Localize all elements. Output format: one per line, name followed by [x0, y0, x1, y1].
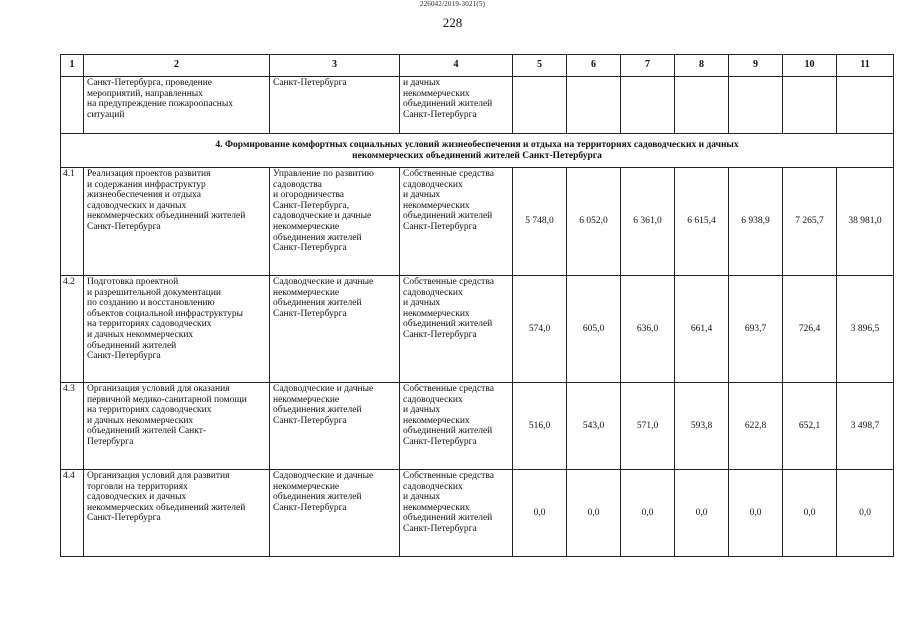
column-header: 7 [621, 55, 675, 77]
funding-source-cell: Собственные средства садоводческих и дачных некоммерческих объединений жителей Санкт-Петербурга [400, 276, 513, 383]
column-header: 3 [270, 55, 400, 77]
total-cell: 38 981,0 [837, 168, 894, 276]
value-cell [621, 77, 675, 134]
value-cell [837, 77, 894, 134]
value-cell: 6 052,0 [567, 168, 621, 276]
column-header: 2 [84, 55, 270, 77]
value-cell [513, 77, 567, 134]
value-cell: 0,0 [513, 470, 567, 557]
value-cell: 5 748,0 [513, 168, 567, 276]
document-id: 226042/2019-3021(5) [419, 0, 486, 8]
executor-cell: Управление по развитию садоводства и огородничества Санкт-Петербурга, садоводческие и дачные некоммерческие объединения жителей Санкт-Петербурга [270, 168, 400, 276]
value-cell: 0,0 [621, 470, 675, 557]
value-cell: 0,0 [783, 470, 837, 557]
table-row [61, 470, 894, 557]
row-index-cell [61, 77, 84, 134]
row-index-cell: 4.1 [61, 168, 84, 276]
total-cell: 3 498,7 [837, 383, 894, 470]
value-cell: 622,8 [729, 383, 783, 470]
column-header: 8 [675, 55, 729, 77]
section-heading-row [61, 134, 894, 168]
value-cell: 0,0 [729, 470, 783, 557]
value-cell [567, 77, 621, 134]
value-cell [783, 77, 837, 134]
row-index-cell: 4.4 [61, 470, 84, 557]
value-cell: 574,0 [513, 276, 567, 383]
row-index-cell: 4.2 [61, 276, 84, 383]
column-header: 4 [400, 55, 513, 77]
activity-name-cell: Организация условий для оказания первичной медико-санитарной помощи на территориях садоводческих и дачных некоммерческих объединений жителей Санкт- Петербурга [84, 383, 270, 470]
value-cell [675, 77, 729, 134]
row-index-cell: 4.3 [61, 383, 84, 470]
section-title: 4. Формирование комфортных социальных условий жизнеобеспечения и отдыха на территориях садоводческих и дачных некоммерческих объединений жителей Санкт-Петербурга [61, 134, 894, 168]
table-row [61, 276, 894, 383]
table-row-carry-over [61, 77, 894, 134]
funding-source-cell: Собственные средства садоводческих и дачных некоммерческих объединений жителей Санкт-Петербурга [400, 168, 513, 276]
value-cell: 543,0 [567, 383, 621, 470]
total-cell: 3 896,5 [837, 276, 894, 383]
value-cell: 693,7 [729, 276, 783, 383]
funding-source-cell: и дачных некоммерческих объединений жителей Санкт-Петербурга [400, 77, 513, 134]
value-cell: 0,0 [567, 470, 621, 557]
column-header: 1 [61, 55, 84, 77]
value-cell: 636,0 [621, 276, 675, 383]
activity-name-cell: Реализация проектов развития и содержания инфраструктур жизнеобеспечения и отдыха садоводческих и дачных некоммерческих объединений жителей Санкт-Петербурга [84, 168, 270, 276]
column-header-row [61, 55, 894, 77]
column-header: 11 [837, 55, 894, 77]
total-cell: 0,0 [837, 470, 894, 557]
activity-name-cell: Организация условий для развития торговли на территориях садоводческих и дачных некоммерческих объединений жителей Санкт-Петербурга [84, 470, 270, 557]
value-cell: 571,0 [621, 383, 675, 470]
activity-name-cell: Подготовка проектной и разрешительной документации по созданию и восстановлению объектов социальной инфраструктуры на территориях садоводческих и дачных некоммерческих объединений жителей Санкт-Петербурга [84, 276, 270, 383]
value-cell: 593,8 [675, 383, 729, 470]
value-cell: 516,0 [513, 383, 567, 470]
value-cell: 7 265,7 [783, 168, 837, 276]
funding-source-cell: Собственные средства садоводческих и дачных некоммерческих объединений жителей Санкт-Петербурга [400, 470, 513, 557]
table-row [61, 383, 894, 470]
table-row [61, 168, 894, 276]
value-cell: 6 938,9 [729, 168, 783, 276]
value-cell [729, 77, 783, 134]
value-cell: 661,4 [675, 276, 729, 383]
value-cell: 6 615,4 [675, 168, 729, 276]
funding-source-cell: Собственные средства садоводческих и дачных некоммерческих объединений жителей Санкт-Петербурга [400, 383, 513, 470]
activity-name-cell: Санкт-Петербурга, проведение мероприятий, направленных на предупреждение пожароопасных ситуаций [84, 77, 270, 134]
value-cell: 652,1 [783, 383, 837, 470]
executor-cell: Садоводческие и дачные некоммерческие объединения жителей Санкт-Петербурга [270, 276, 400, 383]
page-number: 228 [442, 15, 463, 30]
program-table [60, 54, 894, 557]
executor-cell: Санкт-Петербурга [270, 77, 400, 134]
executor-cell: Садоводческие и дачные некоммерческие объединения жителей Санкт-Петербурга [270, 470, 400, 557]
value-cell: 0,0 [675, 470, 729, 557]
column-header: 9 [729, 55, 783, 77]
column-header: 6 [567, 55, 621, 77]
column-header: 5 [513, 55, 567, 77]
value-cell: 6 361,0 [621, 168, 675, 276]
value-cell: 726,4 [783, 276, 837, 383]
column-header: 10 [783, 55, 837, 77]
executor-cell: Садоводческие и дачные некоммерческие объединения жителей Санкт-Петербурга [270, 383, 400, 470]
value-cell: 605,0 [567, 276, 621, 383]
